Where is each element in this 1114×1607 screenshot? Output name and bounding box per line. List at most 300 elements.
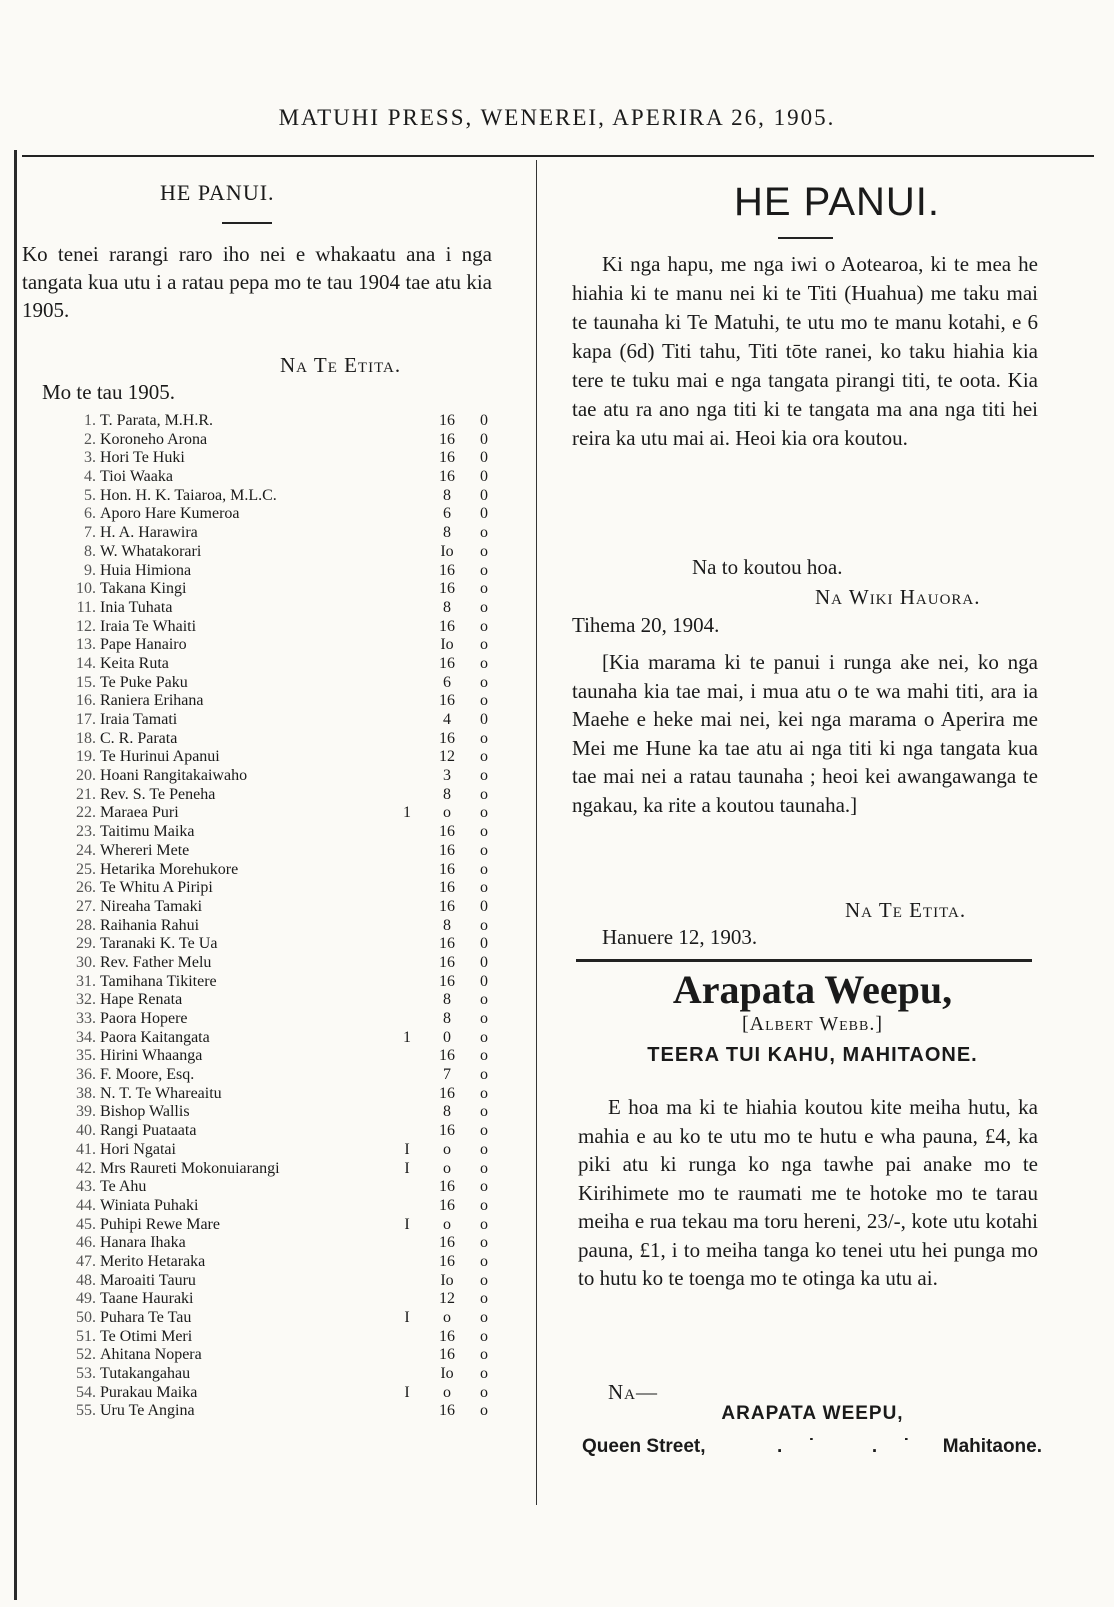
subscriber-number: 26. (76, 879, 96, 897)
subscriber-pounds: I (404, 1140, 410, 1158)
subscriber-number: 15. (76, 673, 96, 691)
subscriber-pence: o (480, 561, 488, 579)
subscriber-row (62, 897, 488, 917)
subscriber-name: Iraia Te Whaiti (100, 617, 197, 635)
left-notice-signature: Na Te Etita. (280, 353, 402, 377)
subscriber-row (62, 916, 488, 936)
subscriber-row (62, 1365, 488, 1384)
advert-signer: ARAPATA WEEPU, (721, 1403, 904, 1424)
subscriber-shillings: Io (440, 636, 454, 654)
year-heading: Mo te tau 1905. (42, 380, 175, 404)
right-notice-body (572, 250, 1038, 453)
subscriber-shillings: 16 (439, 1252, 455, 1270)
subscriber-row (62, 1103, 488, 1122)
address-street: Queen Street, (582, 1436, 706, 1457)
subscriber-pence: o (480, 1178, 488, 1196)
subscriber-shillings: 8 (443, 991, 451, 1009)
subscriber-name: Te Puke Paku (100, 673, 188, 691)
subscriber-name: Koroneho Arona (100, 430, 208, 448)
subscriber-name: Te Ahu (100, 1178, 147, 1196)
subscriber-row (62, 1196, 488, 1216)
subscriber-number: 17. (76, 711, 96, 728)
subscriber-number: 13. (76, 636, 96, 654)
subscriber-name: C. R. Parata (100, 729, 178, 747)
address-town: Mahitaone. (942, 1436, 1042, 1457)
subscriber-pence: o (480, 879, 488, 897)
subscriber-shillings: Io (440, 1271, 454, 1289)
subscriber-number: 51. (76, 1327, 96, 1345)
subscriber-shillings: o (443, 1383, 451, 1401)
subscriber-name: Hirini Whaanga (100, 1047, 203, 1065)
subscriber-row (62, 430, 488, 450)
subscriber-row (62, 1290, 488, 1309)
subscriber-row (62, 879, 488, 898)
subscriber-name: T. Parata, M.H.R. (100, 412, 214, 429)
subscriber-shillings: Io (440, 542, 454, 560)
subscriber-shillings: 8 (443, 598, 451, 616)
editor-signature: Na Te Etita. (845, 898, 967, 922)
subscriber-pence: o (480, 841, 488, 859)
subscriber-number: 2. (84, 430, 96, 448)
subscriber-name: Takana Kingi (100, 580, 187, 598)
subscriber-row (62, 505, 488, 524)
subscriber-pence: o (480, 1215, 488, 1233)
subscriber-shillings: o (443, 1159, 451, 1177)
subscriber-pence: o (480, 1084, 488, 1102)
subscriber-shillings: 16 (439, 1047, 455, 1065)
subscriber-number: 42. (76, 1159, 96, 1177)
subscriber-pence: o (480, 1066, 488, 1084)
subscriber-row (62, 767, 488, 786)
subscriber-shillings: 8 (443, 1010, 451, 1027)
subscriber-pence: o (480, 748, 488, 766)
subscriber-number: 16. (76, 692, 96, 710)
subscriber-name: Hape Renata (100, 991, 183, 1009)
subscriber-pence: o (480, 617, 488, 635)
subscriber-pence: o (480, 1271, 488, 1289)
subscriber-name: Raihania Rahui (100, 916, 200, 934)
subscriber-shillings: 7 (443, 1066, 451, 1084)
subscriber-shillings: 16 (439, 1122, 455, 1140)
subscriber-number: 47. (76, 1252, 96, 1270)
subscriber-name: Paora Hopere (100, 1010, 188, 1027)
subscriber-number: 20. (76, 767, 96, 785)
subscriber-row (62, 1122, 488, 1141)
subscriber-pence: o (480, 673, 488, 691)
right-title-dash (778, 237, 833, 239)
subscriber-name: F. Moore, Esq. (100, 1066, 195, 1084)
subscriber-name: Iraia Tamati (100, 711, 178, 728)
subscriber-pence: o (480, 1234, 488, 1252)
subscriber-number: 3. (84, 449, 96, 467)
editor-date: Hanuere 12, 1903. (602, 925, 758, 949)
subscriber-shillings: 16 (439, 617, 455, 635)
subscriber-row (62, 991, 488, 1010)
subscriber-shillings: 16 (439, 823, 455, 841)
subscriber-number: 14. (76, 654, 96, 672)
subscriber-pence: o (480, 1290, 488, 1308)
subscriber-pence: 0 (480, 972, 488, 990)
subscriber-shillings: 16 (439, 412, 455, 429)
subscriber-number: 49. (76, 1290, 96, 1308)
subscriber-name: Raniera Erihana (100, 692, 204, 710)
right-notice-text: Ki nga hapu, me nga iwi o Aotearoa, ki te mea he hiahia ki te manu nei ki te Titi (Huahua) me taku mai te taunaha ki Te Matuhi, te utu mo te manu kotahi, e 6 kapa (6d) Titi tahu, Titi tōte ranei, ko taku hiahia kia tere te tuku mai e nga tangata pirangi titi, te oota. Kia tae atu ra ano nga titi ki te tangata ma ana nga titi hei reira ka utu mai ai. Heoi kia ora koutou. (572, 252, 1038, 450)
subscriber-pence: o (480, 1402, 488, 1420)
subscriber-name: W. Whatakorari (100, 542, 202, 560)
subscriber-pence: o (480, 1327, 488, 1345)
subscriber-number: 50. (76, 1309, 96, 1326)
subscriber-row (62, 636, 488, 655)
subscriber-number: 5. (84, 486, 96, 504)
subscriber-number: 12. (76, 617, 96, 635)
subscriber-number: 46. (76, 1234, 96, 1252)
subscriber-shillings: Io (440, 1365, 454, 1383)
subscriber-pence: 0 (480, 468, 488, 486)
subscriber-number: 8. (84, 542, 96, 560)
subscriber-pence: o (480, 804, 488, 822)
subscriber-pence: 0 (480, 953, 488, 971)
subscriber-shillings: 16 (439, 729, 455, 747)
subscriber-name: Paora Kaitangata (100, 1028, 210, 1046)
subscriber-name: Puhipi Rewe Mare (100, 1215, 220, 1233)
subscriber-shillings: 0 (443, 1028, 451, 1046)
subscriber-number: 30. (76, 953, 96, 971)
subscriber-number: 4. (84, 468, 96, 486)
subscriber-row (62, 1234, 488, 1253)
subscriber-number: 55. (76, 1402, 96, 1420)
subscriber-shillings: 16 (439, 1402, 455, 1420)
subscriber-pence: o (480, 598, 488, 616)
subscriber-row (62, 729, 488, 749)
column-divider (536, 160, 537, 1505)
editor-note: [Kia marama ki te panui i runga ake nei, ko nga taunaha kia tae mai, i mua atu o te wa mahi titi, ara ia Maehe e heke mai nei, kei nga marama o Aperira me Mei me Hune ka tae atu ai nga titi ki nga tangata kua tae mai nei a ratau taunaha ; heoi kei awangawanga te ngakau, ka rite a koutou taunaha.] (572, 650, 1038, 817)
subscriber-row (62, 1047, 488, 1066)
subscriber-number: 40. (76, 1122, 96, 1140)
subscriber-pounds: I (404, 1383, 410, 1401)
subscriber-shillings: 16 (439, 1196, 455, 1214)
subscriber-pence: o (480, 1159, 488, 1177)
subscriber-shillings: 16 (439, 860, 455, 878)
subscriber-shillings: 8 (443, 486, 451, 504)
address-dots: .˙ .˙ (777, 1436, 936, 1457)
subscriber-shillings: 6 (443, 505, 451, 523)
subscriber-pence: o (480, 1010, 488, 1027)
subscriber-shillings: 16 (439, 580, 455, 598)
subscriber-name: Hanara Ihaka (100, 1234, 186, 1252)
subscriber-shillings: 16 (439, 692, 455, 710)
subscriber-name: Te Otimi Meri (100, 1327, 193, 1345)
subscriber-number: 21. (76, 785, 96, 803)
subscriber-number: 33. (76, 1010, 96, 1027)
subscriber-pounds: I (404, 1309, 410, 1326)
subscriber-shillings: o (443, 1215, 451, 1233)
subscriber-pence: 0 (480, 505, 488, 523)
subscriber-number: 18. (76, 729, 96, 747)
subscriber-name: Tutakangahau (100, 1365, 191, 1383)
subscriber-name: H. A. Harawira (100, 524, 198, 542)
subscriber-number: 53. (76, 1365, 96, 1383)
advert-na: Na— (608, 1380, 658, 1404)
subscriber-shillings: 8 (443, 1103, 451, 1121)
subscriber-pence: o (480, 823, 488, 841)
subscriber-pence: o (480, 580, 488, 598)
subscriber-name: Puhara Te Tau (100, 1309, 192, 1326)
advert-rule (576, 959, 1032, 962)
subscriber-row (62, 561, 488, 581)
subscriber-shillings: 16 (439, 654, 455, 672)
subscriber-number: 28. (76, 916, 96, 934)
subscriber-name: Huia Himiona (100, 561, 192, 579)
subscriber-number: 6. (84, 505, 96, 523)
subscriber-name: Whereri Mete (100, 841, 190, 859)
subscriber-number: 36. (76, 1066, 96, 1084)
subscriber-name: Maraea Puri (100, 804, 179, 822)
subscriber-row (62, 468, 488, 487)
subscriber-pence: o (480, 1346, 488, 1364)
subscriber-number: 54. (76, 1383, 96, 1401)
subscriber-row (62, 692, 488, 711)
subscriber-shillings: 12 (439, 748, 455, 766)
subscriber-shillings: 16 (439, 972, 455, 990)
subscriber-pence: o (480, 1122, 488, 1140)
subscriber-pence: o (480, 654, 488, 672)
subscriber-name: N. T. Te Whareaitu (100, 1084, 222, 1102)
subscriber-shillings: 16 (439, 953, 455, 971)
subscriber-number: 48. (76, 1271, 96, 1289)
subscriber-row (62, 654, 488, 674)
subscriber-shillings: 16 (439, 1178, 455, 1196)
subscriber-shillings: 16 (439, 1346, 455, 1364)
subscriber-pence: 0 (480, 897, 488, 915)
subscriber-pence: 0 (480, 486, 488, 504)
subscriber-pence: o (480, 860, 488, 878)
subscriber-number: 35. (76, 1047, 96, 1065)
right-notice-date: Tihema 20, 1904. (572, 613, 720, 637)
subscriber-number: 39. (76, 1103, 96, 1121)
subscriber-name: Taane Hauraki (100, 1290, 194, 1308)
subscriber-pence: o (480, 1103, 488, 1121)
advert-english-name: [Albert Webb.] (742, 1013, 883, 1035)
subscriber-name: Mrs Raureti Mokonuiarangi (100, 1159, 280, 1177)
subscriber-row (62, 617, 488, 637)
subscriber-name: Uru Te Angina (100, 1402, 195, 1420)
subscriber-number: 34. (76, 1028, 96, 1046)
subscriber-name: Hoani Rangitakaiwaho (100, 767, 248, 785)
subscriber-name: Hori Ngatai (100, 1140, 176, 1158)
subscriber-number: 45. (76, 1215, 96, 1233)
subscriber-name: Purakau Maika (100, 1383, 198, 1401)
subscriber-pence: o (480, 1309, 488, 1326)
subscriber-row (62, 1084, 488, 1104)
subscriber-name: Rev. S. Te Peneha (100, 785, 216, 803)
subscriber-list (62, 412, 488, 1421)
subscriber-shillings: 16 (439, 1084, 455, 1102)
subscriber-shillings: 12 (439, 1290, 455, 1308)
subscriber-pence: o (480, 1140, 488, 1158)
subscriber-pence: 0 (480, 711, 488, 728)
subscriber-row (62, 860, 488, 880)
subscriber-name: Hori Te Huki (100, 449, 185, 467)
subscriber-pence: o (480, 542, 488, 560)
subscriber-name: Tamihana Tikitere (100, 972, 217, 990)
subscriber-pence: o (480, 692, 488, 710)
subscriber-number: 27. (76, 897, 96, 915)
subscriber-number: 1. (84, 412, 96, 429)
subscriber-name: Hetarika Morehukore (100, 860, 239, 878)
subscriber-pence: 0 (480, 935, 488, 953)
subscriber-row (62, 1010, 488, 1029)
subscriber-shillings: 6 (443, 673, 451, 691)
subscriber-row (62, 785, 488, 805)
subscriber-name: Taranaki K. Te Ua (100, 935, 218, 953)
subscriber-pence: 0 (480, 449, 488, 467)
subscriber-pence: o (480, 991, 488, 1009)
subscriber-name: Tioi Waaka (100, 468, 173, 486)
right-notice-closing: Na to koutou hoa. (692, 555, 843, 579)
subscriber-number: 43. (76, 1178, 96, 1196)
subscriber-pence: o (480, 767, 488, 785)
subscriber-row (62, 1309, 488, 1328)
subscriber-shillings: 16 (439, 841, 455, 859)
right-notice-signer: Na Wiki Hauora. (815, 585, 981, 609)
subscriber-pence: o (480, 1028, 488, 1046)
subscriber-shillings: 16 (439, 1234, 455, 1252)
subscriber-row (62, 412, 488, 431)
subscriber-number: 19. (76, 748, 96, 766)
subscriber-number: 11. (76, 598, 96, 616)
subscriber-name: Bishop Wallis (100, 1103, 190, 1121)
subscriber-name: Taitimu Maika (100, 823, 195, 841)
subscriber-row (62, 1066, 488, 1085)
subscriber-number: 10. (76, 580, 96, 598)
subscriber-row (62, 711, 488, 730)
subscriber-pounds: I (404, 1159, 410, 1177)
subscriber-pence: o (480, 636, 488, 654)
subscriber-shillings: 8 (443, 785, 451, 803)
subscriber-shillings: 16 (439, 561, 455, 579)
left-notice-intro: Ko tenei rarangi raro iho nei e whakaatu ana i nga tangata kua utu i a ratau pepa mo te tau 1904 tae atu kia 1905. (22, 242, 492, 322)
subscriber-pounds: 1 (403, 804, 411, 822)
subscriber-row (62, 1346, 488, 1365)
subscriber-number: 31. (76, 972, 96, 990)
subscriber-name: Pape Hanairo (100, 636, 187, 654)
advert-name: Arapata Weepu, (672, 967, 953, 1012)
subscriber-row (62, 673, 488, 693)
subscriber-shillings: 3 (443, 767, 451, 785)
page-edge (14, 150, 17, 1600)
right-notice-title: HE PANUI. (733, 180, 941, 224)
subscriber-number: 52. (76, 1346, 96, 1364)
subscriber-pounds: 1 (403, 1028, 411, 1046)
subscriber-name: Ahitana Nopera (100, 1346, 202, 1364)
subscriber-pence: o (480, 1365, 488, 1383)
subscriber-shillings: o (443, 1309, 451, 1326)
subscriber-row (62, 486, 488, 506)
subscriber-number: 29. (76, 935, 96, 953)
masthead: MATUHI PRESS, WENEREI, APERIRA 26, 1905. (278, 105, 836, 130)
subscriber-row (62, 823, 488, 842)
subscriber-shillings: 16 (439, 468, 455, 486)
subscriber-row (62, 841, 488, 861)
subscriber-name: Hon. H. K. Taiaroa, M.L.C. (100, 486, 277, 504)
subscriber-shillings: o (443, 804, 451, 822)
subscriber-row (62, 580, 488, 599)
subscriber-pence: o (480, 916, 488, 934)
subscriber-number: 22. (76, 804, 96, 822)
subscriber-pence: 0 (480, 412, 488, 429)
subscriber-pounds: I (404, 1215, 410, 1233)
subscriber-row (62, 1252, 488, 1272)
subscriber-number: 7. (84, 524, 96, 542)
subscriber-row (62, 804, 488, 823)
subscriber-shillings: 16 (439, 879, 455, 897)
subscriber-number: 25. (76, 860, 96, 878)
subscriber-shillings: 16 (439, 897, 455, 915)
subscriber-row (62, 1383, 488, 1403)
subscriber-shillings: 8 (443, 524, 451, 542)
subscriber-row (62, 1140, 488, 1160)
subscriber-row (62, 1028, 488, 1048)
subscriber-pence: o (480, 1047, 488, 1065)
subscriber-row (62, 972, 488, 992)
subscriber-row (62, 953, 488, 973)
subscriber-number: 24. (76, 841, 96, 859)
subscriber-row (62, 542, 488, 562)
subscriber-pence: o (480, 1383, 488, 1401)
left-notice-title: HE PANUI. (160, 180, 275, 205)
subscriber-name: Te Hurinui Apanui (100, 748, 220, 766)
left-title-dash (222, 222, 272, 224)
subscriber-name: Merito Hetaraka (100, 1252, 206, 1270)
subscriber-shillings: 16 (439, 1327, 455, 1345)
subscriber-name: Te Whitu A Piripi (100, 879, 213, 897)
subscriber-shillings: o (443, 1140, 451, 1158)
subscriber-name: Inia Tuhata (100, 598, 173, 616)
subscriber-number: 32. (76, 991, 96, 1009)
subscriber-pence: o (480, 1252, 488, 1270)
subscriber-row (62, 449, 488, 468)
subscriber-name: Rangi Puataata (100, 1122, 197, 1140)
subscriber-row (62, 935, 488, 954)
subscriber-pence: o (480, 729, 488, 747)
subscriber-name: Winiata Puhaki (100, 1196, 199, 1214)
subscriber-shillings: 4 (443, 711, 451, 728)
subscriber-name: Nireaha Tamaki (100, 897, 203, 915)
subscriber-pence: o (480, 1196, 488, 1214)
advert-body: E hoa ma ki te hiahia koutou kite meiha hutu, ka mahia e au ko te utu mo te hutu e wha pauna, £4, ka piki atu ki runga ko nga tawhe pai anake mo te Kirihimete mo te raumati me te hotoke mo te tarau meiha e rua tekau ma toru hereni, 23/-, kote utu kotahi pauna, £1, i to meiha tanga ko tenei utu hei punga mo to hutu ko te toenga mo te otinga ka utu ai. (578, 1095, 1038, 1290)
subscriber-row (62, 598, 488, 618)
subscriber-number: 9. (84, 561, 96, 579)
advert-trade: TEERA TUI KAHU, MAHITAONE. (647, 1044, 978, 1066)
subscriber-name: Maroaiti Tauru (100, 1271, 196, 1289)
subscriber-row (62, 1327, 488, 1347)
subscriber-shillings: 16 (439, 430, 455, 448)
subscriber-row (62, 1178, 488, 1197)
subscriber-row (62, 1215, 488, 1235)
subscriber-pence: 0 (480, 430, 488, 448)
subscriber-pence: o (480, 524, 488, 542)
subscriber-row (62, 1271, 488, 1291)
subscriber-name: Aporo Hare Kumeroa (100, 505, 240, 523)
subscriber-row (62, 1159, 488, 1179)
subscriber-pence: o (480, 785, 488, 803)
subscriber-number: 38. (76, 1084, 96, 1102)
subscriber-shillings: 8 (443, 916, 451, 934)
subscriber-row (62, 524, 488, 543)
subscriber-number: 41. (76, 1140, 96, 1158)
subscriber-row (62, 1402, 488, 1421)
top-rule (22, 155, 1094, 157)
